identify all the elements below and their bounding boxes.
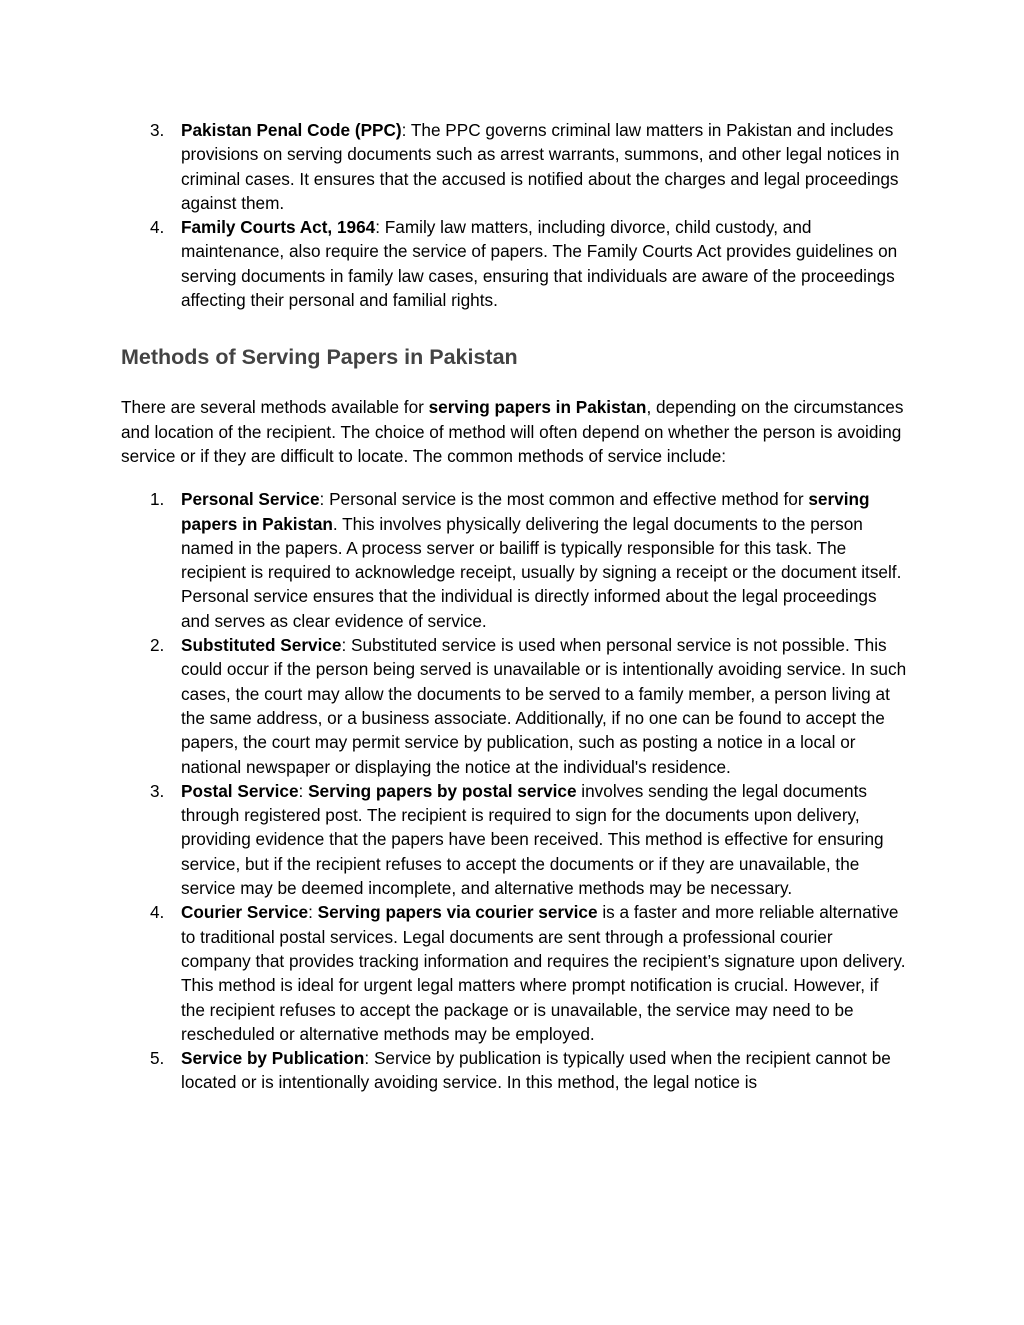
item-separator: : [401, 120, 407, 140]
intro-text: There are several methods available for [121, 397, 429, 418]
item-bold-text: Serving papers by postal service [308, 780, 577, 801]
item-title: Personal Service [181, 489, 320, 510]
section-heading: Methods of Serving Papers in Pakistan [121, 345, 518, 370]
intro-text-continued: , depending on the circumstances and location of the recipient. The choice of method will often depend on whether the person is avoiding service or if they are difficult to locate. The common methods of service include: [121, 397, 904, 466]
item-title: Service by Publication [181, 1048, 365, 1069]
item-text-continued: . This involves physically delivering the legal documents to the person named in the papers. A process server or bailiff is typically responsible for this task. The recipient is required to acknowledge receipt, usually by signing a receipt or the document itself. Personal service ensures that the individual is directly informed about the legal proceedings and serves as clear evidence of service. [181, 513, 902, 631]
list-item-family-courts-act [121, 215, 907, 312]
item-bold-text: serving papers in Pakistan [181, 489, 870, 534]
list-item-courier-service [121, 900, 907, 1046]
item-bold-text: Serving papers via courier service [317, 902, 598, 923]
item-text-continued: involves sending the legal documents through registered post. The recipient is required to sign for the documents upon delivery, providing evidence that the papers have been received. This method is effective for ensuring service, but if the recipient refuses to accept the documents or if they are unavailable, the service may be deemed incomplete, and alternative methods may be necessary. [181, 780, 884, 899]
list-number: 4. [150, 902, 165, 923]
item-title: Family Courts Act, 1964 [181, 217, 376, 238]
item-title: Postal Service [181, 780, 299, 801]
item-text: : Service by publication is typically used when the recipient cannot be located or is intentionally avoiding service. In this method, the legal notice is [181, 1048, 891, 1093]
item-text: : [308, 902, 318, 923]
item-text: : [298, 780, 309, 801]
list-number: 1. [150, 489, 165, 510]
list-number: 3. [150, 780, 165, 801]
item-text: : Personal service is the most common and effective method for [319, 489, 809, 510]
item-separator: : [375, 217, 381, 238]
section-intro [121, 395, 907, 468]
list-item-ppc [121, 118, 907, 215]
legal-frameworks-list [121, 118, 907, 312]
list-number: 2. [150, 635, 165, 656]
item-text: The PPC governs criminal law matters in Pakistan and includes provisions on serving documents such as arrest warrants, summons, and other legal notices in criminal cases. It ensures that the accused is notified about the charges and legal proceedings against them. [181, 120, 900, 213]
item-title: Courier Service [181, 902, 309, 923]
list-item-postal-service [121, 779, 907, 900]
list-number: 3. [150, 120, 165, 140]
item-text: Family law matters, including divorce, child custody, and maintenance, also require the service of papers. The Family Courts Act provides guidelines on serving documents in family law cases, ensuring that individuals are aware of the proceedings affecting their personal and familial rights. [181, 217, 898, 311]
list-item-substituted-service [121, 633, 907, 779]
item-text-continued: is a faster and more reliable alternative to traditional postal services. Legal documents are sent through a professional courier company that provides tracking information and requires the recipient’s signature upon delivery. This method is ideal for urgent legal matters where prompt notification is crucial. However, if the recipient refuses to accept the package or is unavailable, the service may need to be rescheduled or alternative methods may be employed. [181, 902, 906, 1044]
list-item-service-by-publication [121, 1046, 907, 1095]
service-methods-list [121, 487, 907, 1094]
list-item-personal-service [121, 487, 907, 633]
item-text: : Substituted service is used when personal service is not possible. This could occur if the person being served is unavailable or is intentionally avoiding service. In such cases, the court may allow the documents to be served to a family member, a person living at the same address, or a business associate. Additionally, if no one can be found to accept the papers, the court may permit service by publication, such as posting a notice in a local or national newspaper or displaying the notice at the individual's residence. [181, 635, 907, 777]
list-number: 5. [150, 1048, 165, 1069]
document-page [121, 118, 907, 1095]
intro-bold: serving papers in Pakistan [428, 397, 647, 418]
list-number: 4. [150, 217, 165, 238]
item-title: Substituted Service [181, 635, 342, 656]
item-title: Pakistan Penal Code (PPC) [181, 120, 402, 140]
